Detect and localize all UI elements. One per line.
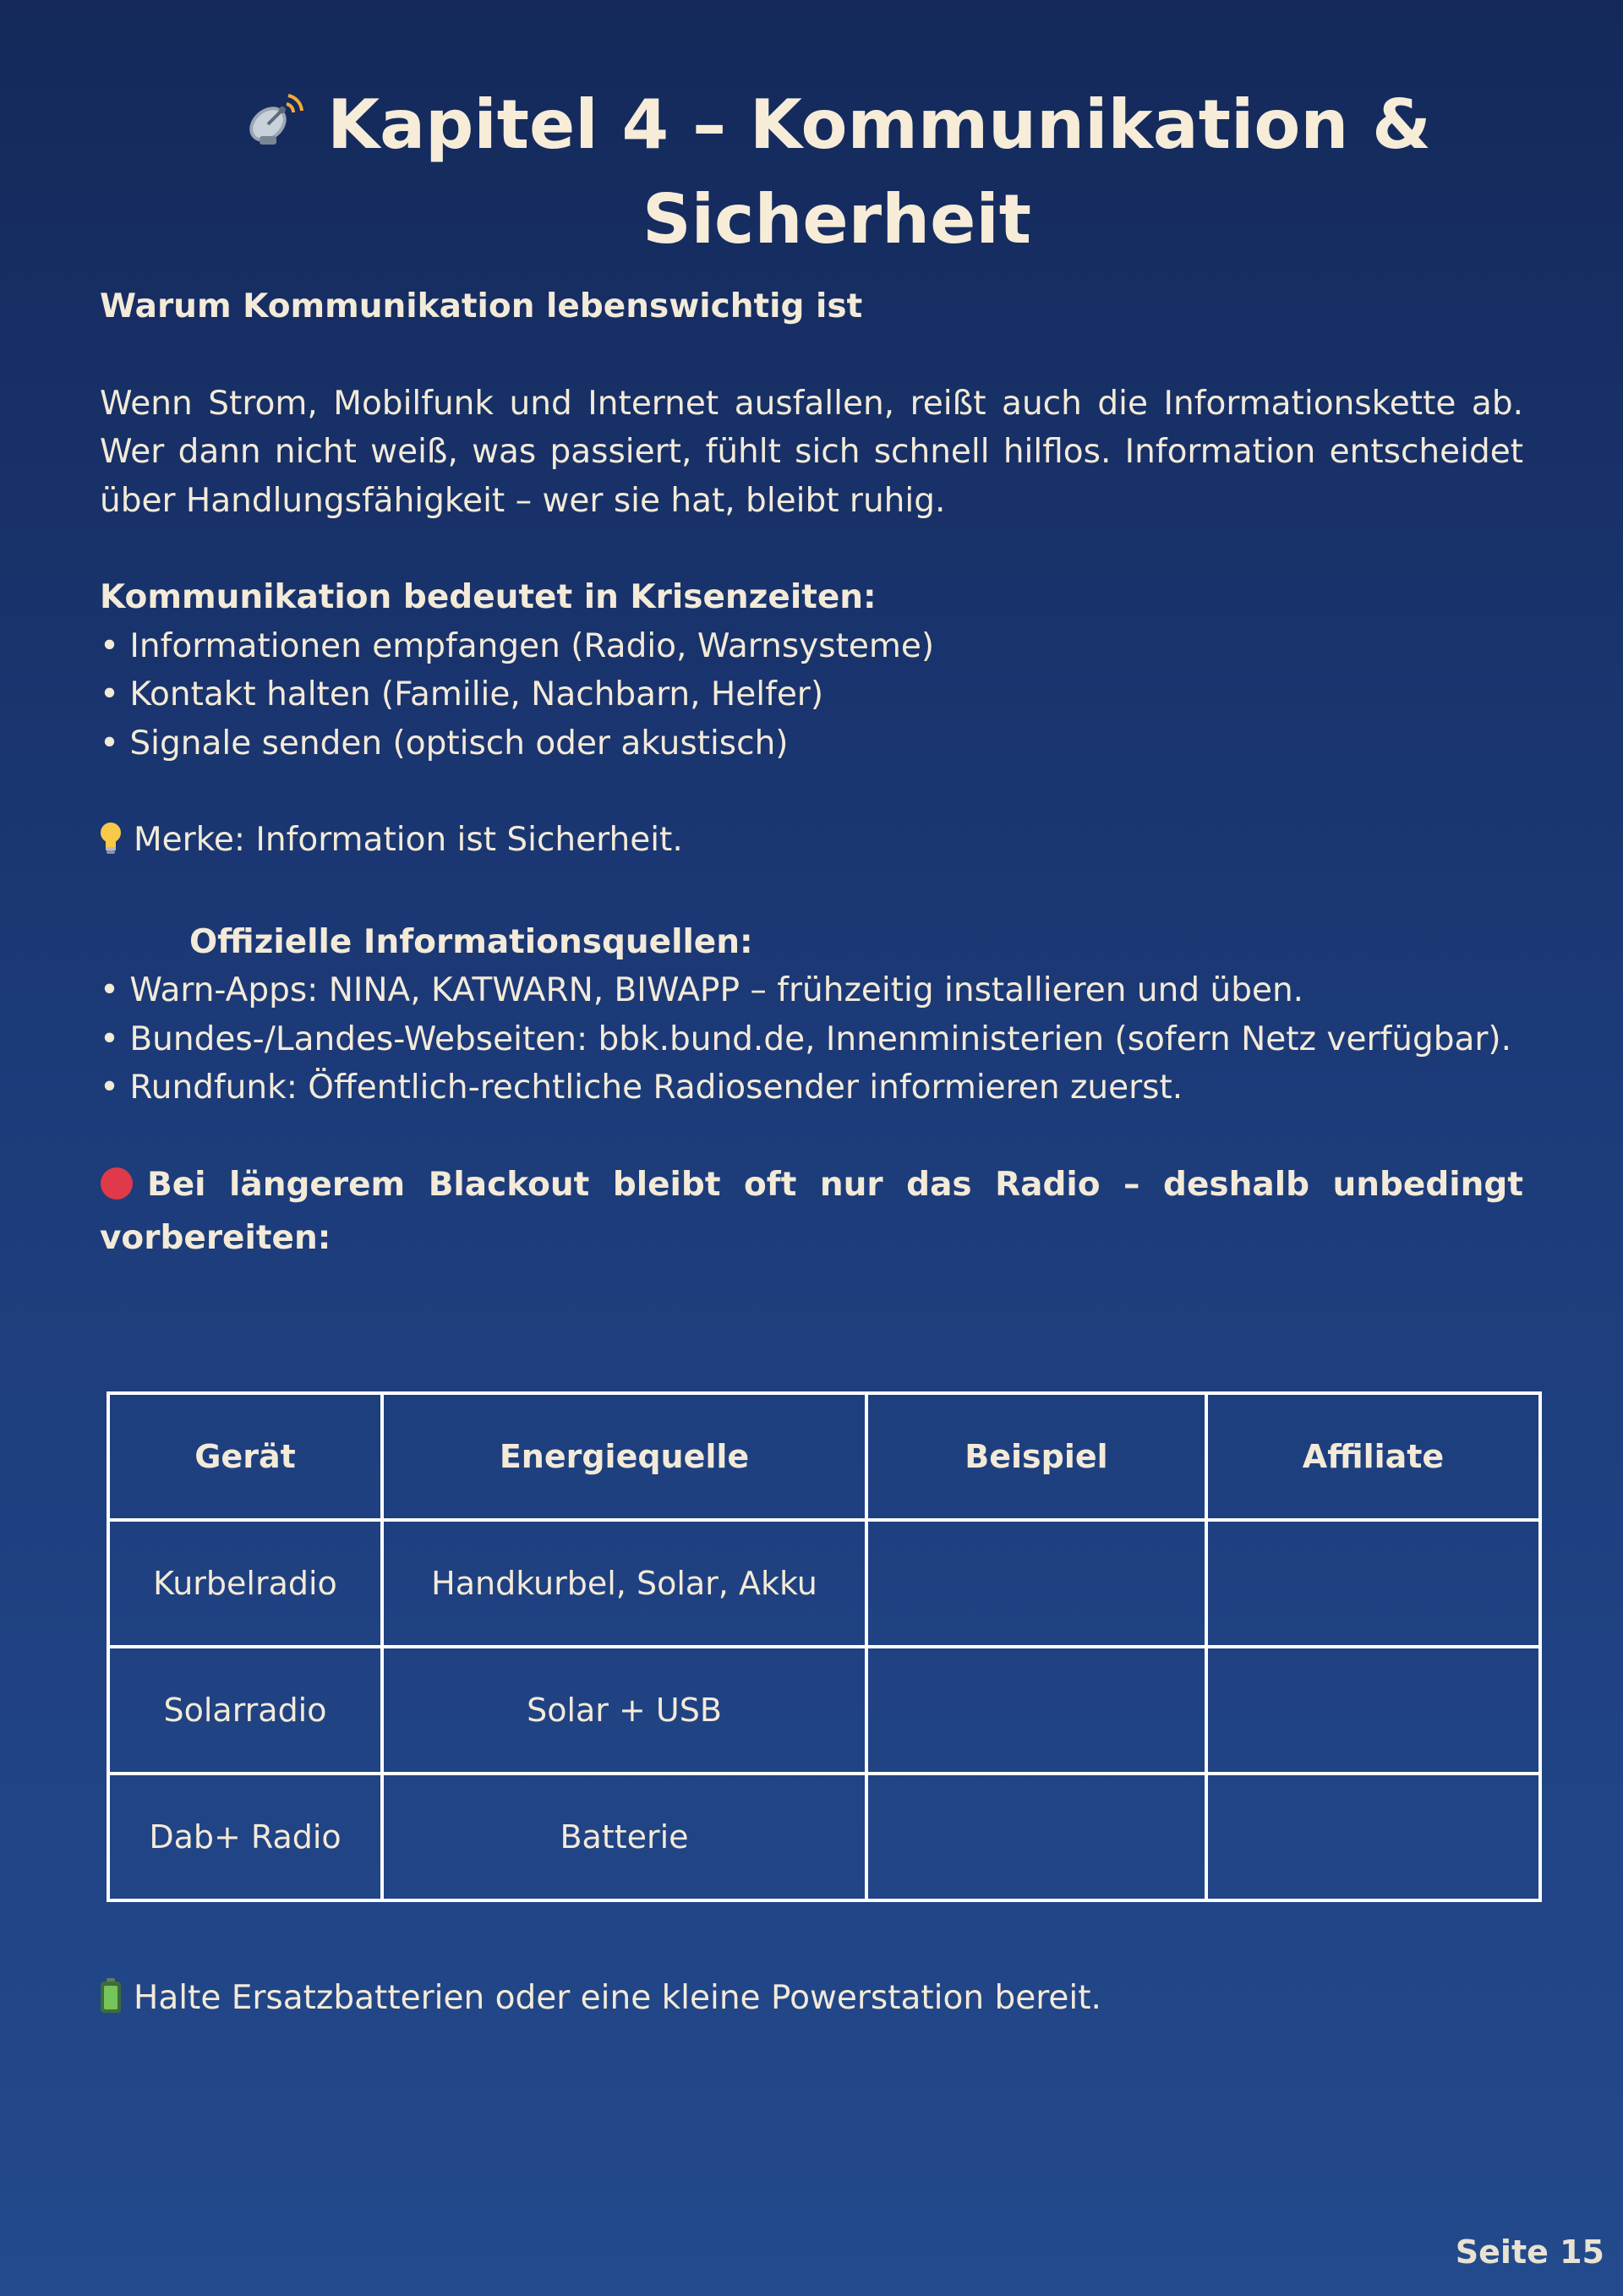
sources-heading: Offizielle Informationsquellen:: [189, 922, 753, 961]
battery-icon: [100, 1978, 122, 2028]
column-header: Energiequelle: [382, 1393, 866, 1520]
page-number: Seite 15: [1455, 2233, 1604, 2271]
satellite-antenna-icon: [243, 83, 309, 149]
warning-text: Bei längerem Blackout bleibt oft nur das Radio – deshalb unbedingt vorbereiten:: [100, 1165, 1523, 1257]
table-header-row: [108, 1393, 1540, 1520]
table-cell: [866, 1647, 1206, 1774]
list-item: • Rundfunk: Öffentlich-rechtliche Radiosender informieren zuerst.: [100, 1069, 1183, 1107]
warning-line: [100, 1161, 1523, 1263]
table-cell: [866, 1520, 1206, 1647]
light-bulb-icon: [100, 821, 122, 870]
page: [100, 0, 1523, 2017]
intro-heading: Warum Kommunikation lebenswichtig ist: [100, 287, 863, 325]
battery-tip: [100, 1974, 1101, 2028]
column-header: Affiliate: [1206, 1393, 1540, 1520]
table-cell: Batterie: [382, 1774, 866, 1900]
tip-line: [100, 816, 1523, 870]
table-cell: [1206, 1774, 1540, 1900]
page-title: Kapitel 4 – Kommunikation & Sicherheit: [100, 78, 1523, 267]
column-header: Gerät: [108, 1393, 382, 1520]
table-row: [108, 1647, 1540, 1774]
battery-tip-text: Halte Ersatzbatterien oder eine kleine Powerstation bereit.: [134, 1979, 1101, 2017]
device-table: [107, 1391, 1542, 1902]
crisis-heading: Kommunikation bedeutet in Krisenzeiten:: [100, 578, 877, 616]
table-cell: [1206, 1647, 1540, 1774]
table-cell: Solarradio: [108, 1647, 382, 1774]
column-header: Beispiel: [866, 1393, 1206, 1520]
table-cell: Solar + USB: [382, 1647, 866, 1774]
table-row: [108, 1520, 1540, 1647]
table-cell: [1206, 1520, 1540, 1647]
table-cell: Kurbelradio: [108, 1520, 382, 1647]
list-item: • Bundes-/Landes-Webseiten: bbk.bund.de, Innenministerien (sofern Netz verfügbar).: [100, 1020, 1512, 1058]
table-cell: Handkurbel, Solar, Akku: [382, 1520, 866, 1647]
list-item: • Signale senden (optisch oder akustisch): [100, 724, 789, 763]
list-item: • Warn-Apps: NINA, KATWARN, BIWAPP – frühzeitig installieren und üben.: [100, 971, 1304, 1009]
red-circle-icon: [100, 1166, 134, 1215]
table-cell: Dab+ Radio: [108, 1774, 382, 1900]
table-row: [108, 1774, 1540, 1900]
intro-paragraph: Wenn Strom, Mobilfunk und Internet ausfallen, reißt auch die Informationskette ab. Wer dann nicht weiß, was passiert, fühlt sich schnell hilflos. Information entscheidet über Handlungsfähigkeit – wer sie hat, bleibt ruhig.: [100, 384, 1523, 520]
list-item: • Informationen empfangen (Radio, Warnsysteme): [100, 626, 935, 665]
list-item: • Kontakt halten (Familie, Nachbarn, Helfer): [100, 675, 824, 713]
table-cell: [866, 1774, 1206, 1900]
tip-text: Merke: Information ist Sicherheit.: [134, 821, 683, 859]
